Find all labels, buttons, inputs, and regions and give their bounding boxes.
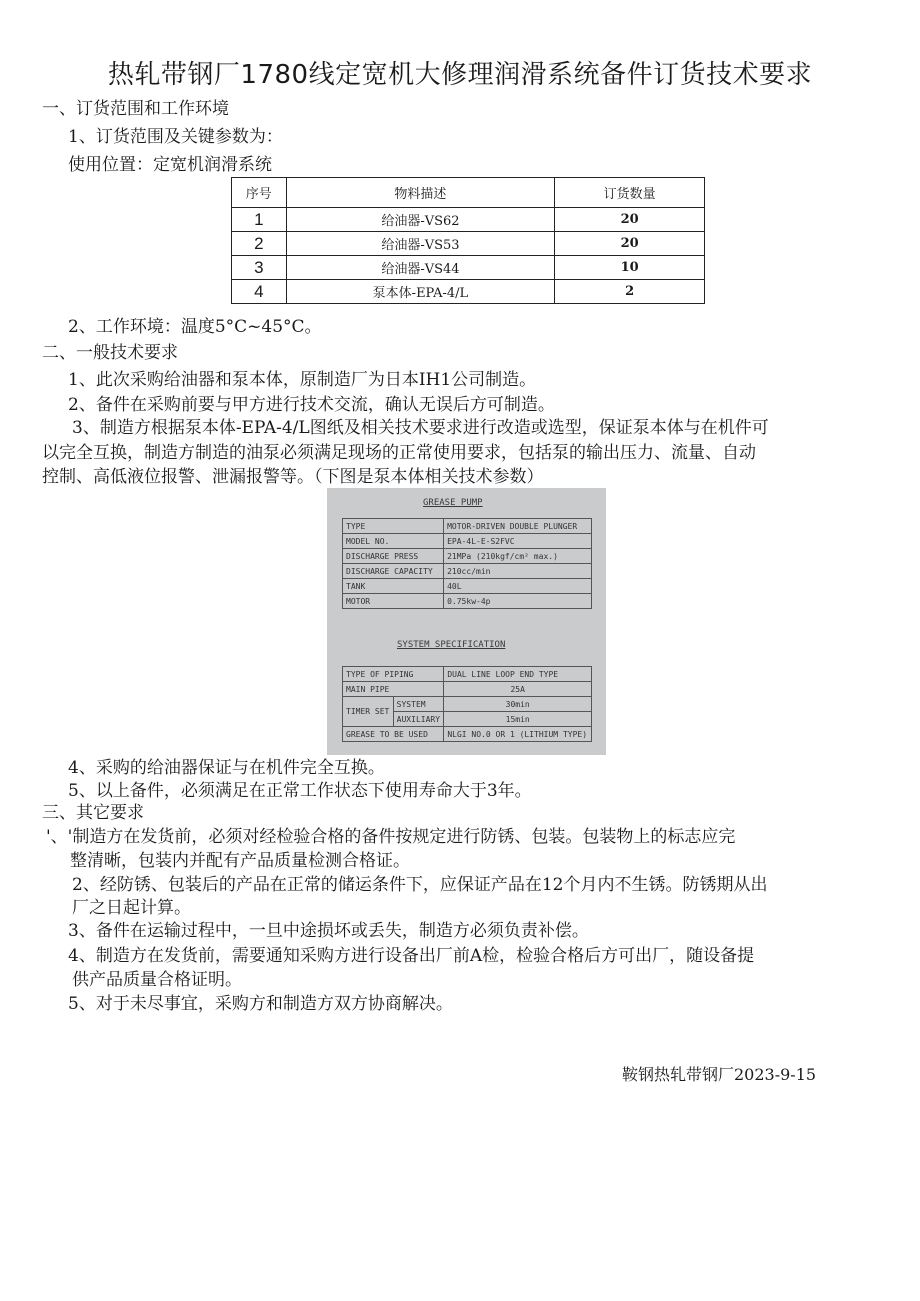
table-row: [343, 579, 592, 594]
section-3-item-5: 5、对于未尽事宜，采购方和制造方双方协商解决。: [68, 994, 453, 1014]
row-no: 2: [232, 232, 287, 256]
header-description: 物料描述: [286, 178, 555, 208]
spec-value: 210cc/min: [444, 564, 592, 579]
row-no: 4: [232, 280, 287, 304]
spec-label: TANK: [343, 579, 444, 594]
spec-label: DISCHARGE CAPACITY: [343, 564, 444, 579]
document-title: 热轧带钢厂1780线定宽机大修理润滑系统备件订货技术要求: [107, 60, 813, 90]
signature-date: 鞍钢热轧带钢厂2023-9-15: [622, 1065, 817, 1084]
table-row: [343, 564, 592, 579]
spec-value: 40L: [444, 579, 592, 594]
spec-value: 30min: [444, 697, 592, 712]
spec-value: 25A: [444, 682, 592, 697]
system-spec-table: [342, 666, 592, 742]
spec-value: NLGI NO.0 OR 1 (LITHIUM TYPE): [444, 727, 592, 742]
table-row: [343, 682, 592, 697]
section-2-item-3-line-2: 以完全互换，制造方制造的油泵必须满足现场的正常使用要求，包括泵的输出压力、流量、自动: [42, 443, 756, 463]
section-3-item-1-line-2: 整清晰，包装内并配有产品质量检测合格证。: [70, 851, 410, 871]
header-quantity: 订货数量: [555, 178, 705, 208]
spec-label: MAIN PIPE: [343, 682, 444, 697]
spec-label: TYPE OF PIPING: [343, 667, 444, 682]
spec-label: DISCHARGE PRESS: [343, 549, 444, 564]
section-3-item-2-line-1: 2、经防锈、包装后的产品在正常的储运条件下，应保证产品在12个月内不生锈。防锈期从出: [72, 875, 768, 895]
row-description: 给油器-VS62: [286, 208, 555, 232]
section-1-item-1: 1、订货范围及关键参数为：: [68, 127, 283, 147]
table-row: [232, 256, 705, 280]
order-table-header-row: [232, 178, 705, 208]
section-3-heading: 三、其它要求: [42, 803, 144, 823]
spec-label: TYPE: [343, 519, 444, 534]
row-description: 给油器-VS44: [286, 256, 555, 280]
usage-location: 使用位置：定宽机润滑系统: [68, 155, 272, 175]
section-2-item-1: 1、此次采购给油器和泵本体，原制造厂为日本IH1公司制造。: [68, 370, 537, 390]
section-3-item-1-line-1: '、'制造方在发货前，必须对经检验合格的备件按规定进行防锈、包装。包装物上的标志应完: [46, 827, 736, 847]
row-quantity: 2: [555, 280, 705, 304]
order-table: [231, 177, 705, 304]
spec-value: 15min: [444, 712, 592, 727]
header-no: 序号: [232, 178, 287, 208]
row-no: 1: [232, 208, 287, 232]
system-spec-title: SYSTEM SPECIFICATION: [397, 640, 506, 650]
table-row: [232, 232, 705, 256]
row-quantity: 20: [555, 232, 705, 256]
table-row: [232, 208, 705, 232]
section-2-heading: 二、一般技术要求: [42, 343, 178, 363]
section-3-item-3: 3、备件在运输过程中，一旦中途损坏或丢失，制造方必须负责补偿。: [68, 921, 589, 941]
pump-spec-title: GREASE PUMP: [423, 498, 483, 508]
working-environment: 2、工作环境：温度5°C~45°C。: [68, 317, 322, 337]
table-row: [343, 697, 592, 712]
spec-label: MODEL NO.: [343, 534, 444, 549]
section-2-item-5: 5、以上备件，必须满足在正常工作状态下使用寿命大于3年。: [68, 781, 532, 801]
row-description: 给油器-VS53: [286, 232, 555, 256]
table-row: [343, 519, 592, 534]
spec-value: 21MPa (210kgf/cm² max.): [444, 549, 592, 564]
section-2-item-2: 2、备件在采购前要与甲方进行技术交流，确认无误后方可制造。: [68, 395, 555, 415]
spec-sublabel: SYSTEM: [393, 697, 444, 712]
table-row: [343, 727, 592, 742]
spec-label: GREASE TO BE USED: [343, 727, 444, 742]
spec-value: EPA-4L-E-S2FVC: [444, 534, 592, 549]
row-no: 3: [232, 256, 287, 280]
spec-label: MOTOR: [343, 594, 444, 609]
row-quantity: 20: [555, 208, 705, 232]
section-3-item-4-line-1: 4、制造方在发货前，需要通知采购方进行设备出厂前A检，检验合格后方可出厂，随设备提: [68, 946, 755, 966]
table-row: [232, 280, 705, 304]
section-3-item-2-line-2: 厂之日起计算。: [72, 898, 191, 918]
pump-spec-photo: [327, 488, 606, 755]
section-3-item-4-line-2: 供产品质量合格证明。: [72, 970, 242, 990]
pump-spec-table: [342, 518, 592, 609]
spec-value: MOTOR-DRIVEN DOUBLE PLUNGER: [444, 519, 592, 534]
spec-value: DUAL LINE LOOP END TYPE: [444, 667, 592, 682]
table-row: [343, 549, 592, 564]
section-2-item-3-line-3: 控制、高低液位报警、泄漏报警等。（下图是泵本体相关技术参数）: [42, 467, 544, 487]
table-row: [343, 594, 592, 609]
row-quantity: 10: [555, 256, 705, 280]
section-2-item-3-line-1: 3、制造方根据泵本体-EPA-4/L图纸及相关技术要求进行改造或选型，保证泵本体与在机件可: [72, 418, 769, 438]
table-row: [343, 534, 592, 549]
row-description: 泵本体-EPA-4/L: [286, 280, 555, 304]
section-2-item-4: 4、采购的给油器保证与在机件完全互换。: [68, 758, 385, 778]
table-row: [343, 667, 592, 682]
section-1-heading: 一、订货范围和工作环境: [42, 99, 229, 119]
spec-sublabel: AUXILIARY: [393, 712, 444, 727]
spec-label: TIMER SET: [343, 697, 394, 727]
spec-value: 0.75kw-4p: [444, 594, 592, 609]
